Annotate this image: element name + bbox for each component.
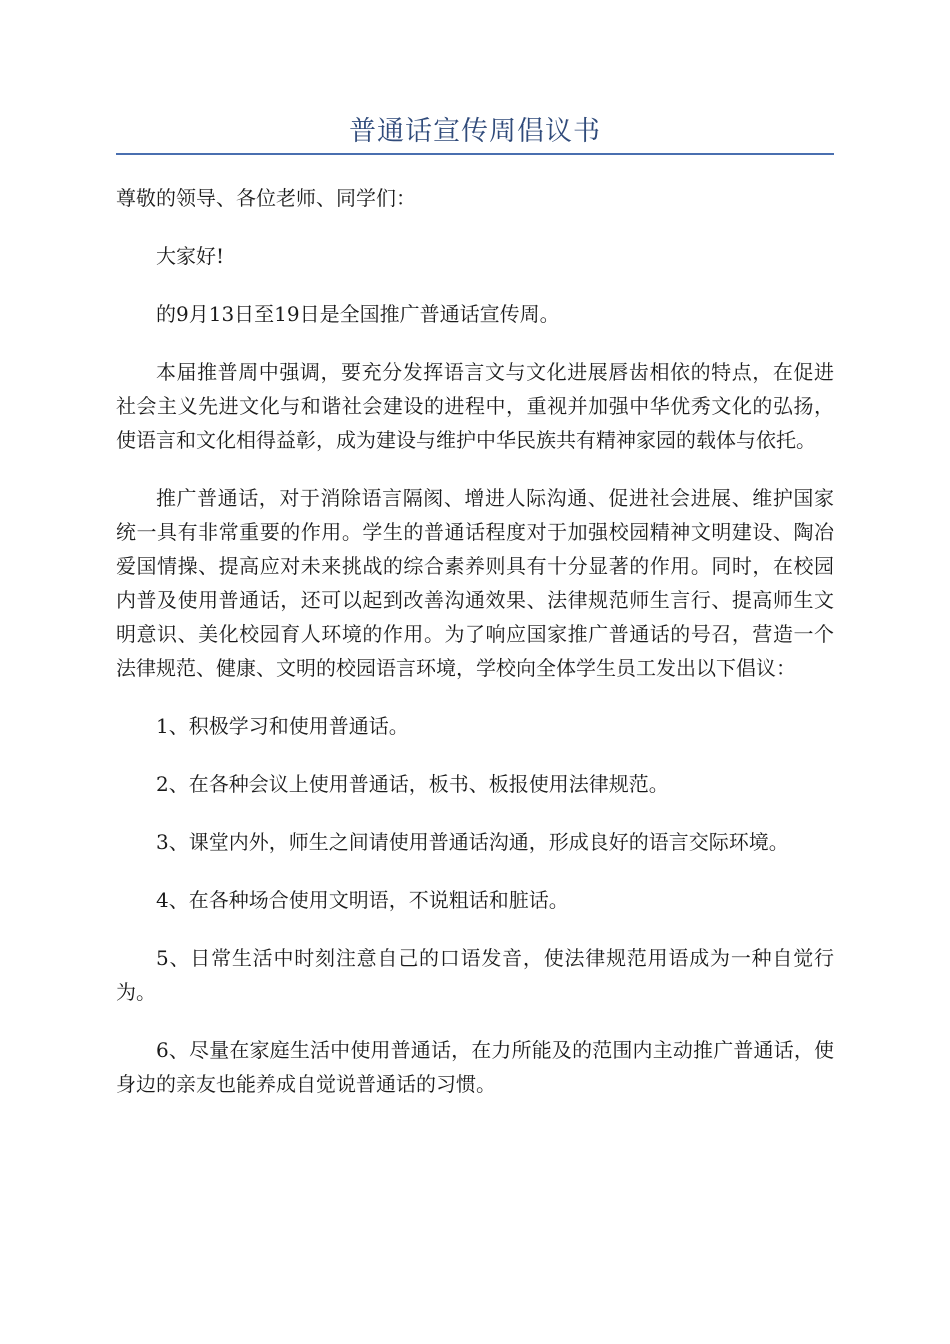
document-page — [116, 0, 834, 1344]
salutation: 尊敬的领导、各位老师、同学们： — [116, 186, 416, 210]
paragraph-theme: 本届推普周中强调，要充分发挥语言文与文化进展唇齿相依的特点，在促进社会主义先进文化与和谐社会建设的进程中，重视并加强中华优秀文化的弘扬，使语言和文化相得益彰，成为建设与维护中华民族共有精神家园的载体与依托。 — [116, 360, 834, 452]
proposal-item-5: 5、日常生活中时刻注意自己的口语发音，使法律规范用语成为一种自觉行为。 — [116, 946, 834, 1004]
document-body — [116, 181, 834, 1125]
document-title: 普通话宣传周倡议书 — [349, 116, 601, 147]
paragraph-greeting: 大家好! — [156, 244, 225, 268]
title-underline — [116, 153, 834, 155]
proposal-item-1: 1、积极学习和使用普通话。 — [156, 714, 409, 738]
proposal-item-3: 3、课堂内外，师生之间请使用普通话沟通，形成良好的语言交际环境。 — [156, 830, 789, 854]
paragraph-importance: 推广普通话，对于消除语言隔阂、增进人际沟通、促进社会进展、维护国家统一具有非常重要的作用。学生的普通话程度对于加强校园精神文明建设、陶冶爱国情操、提高应对未来挑战的综合素养则具有十分显著的作用。同时，在校园内普及使用普通话，还可以起到改善沟通效果、法律规范师生言行、提高师生文明意识、美化校园育人环境的作用。为了响应国家推广普通话的号召，营造一个法律规范、健康、文明的校园语言环境，学校向全体学生员工发出以下倡议： — [116, 486, 834, 680]
proposal-item-2: 2、在各种会议上使用普通话，板书、板报使用法律规范。 — [156, 772, 669, 796]
proposal-item-6: 6、尽量在家庭生活中使用普通话，在力所能及的范围内主动推广普通话，使身边的亲友也能养成自觉说普通话的习惯。 — [116, 1038, 834, 1096]
proposal-item-4: 4、在各种场合使用文明语，不说粗话和脏话。 — [156, 888, 569, 912]
paragraph-dates: 的9月13日至19日是全国推广普通话宣传周。 — [156, 302, 560, 326]
